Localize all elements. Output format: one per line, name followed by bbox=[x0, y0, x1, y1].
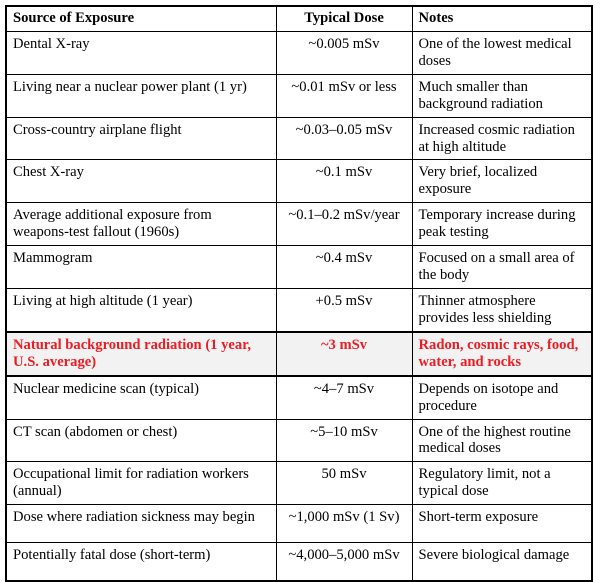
table-row bbox=[6, 31, 592, 74]
cell-source: Nuclear medicine scan (typical) bbox=[6, 376, 276, 419]
table-row bbox=[6, 246, 592, 289]
cell-source: CT scan (abdomen or chest) bbox=[6, 419, 276, 462]
cell-source: Cross-country airplane flight bbox=[6, 117, 276, 160]
table-header bbox=[6, 6, 592, 31]
cell-dose: ~0.1 mSv bbox=[276, 160, 412, 203]
cell-source: Living near a nuclear power plant (1 yr) bbox=[6, 74, 276, 117]
table-row bbox=[6, 160, 592, 203]
table-row bbox=[6, 376, 592, 419]
table-row bbox=[6, 462, 592, 505]
cell-source: Occupational limit for radiation workers (annual) bbox=[6, 462, 276, 505]
cell-dose: ~0.005 mSv bbox=[276, 31, 412, 74]
cell-notes: Temporary increase during peak testing bbox=[412, 203, 592, 246]
column-header-dose: Typical Dose bbox=[276, 6, 412, 31]
cell-dose: ~5–10 mSv bbox=[276, 419, 412, 462]
cell-dose: ~1,000 mSv (1 Sv) bbox=[276, 505, 412, 543]
table-row bbox=[6, 203, 592, 246]
cell-source: Potentially fatal dose (short-term) bbox=[6, 543, 276, 582]
cell-source: Mammogram bbox=[6, 246, 276, 289]
cell-source: Natural background radiation (1 year, U.S. average) bbox=[6, 332, 276, 376]
cell-notes: Thinner atmosphere provides less shielding bbox=[412, 288, 592, 331]
table-row bbox=[6, 288, 592, 331]
cell-source: Chest X-ray bbox=[6, 160, 276, 203]
cell-notes: Radon, cosmic rays, food, water, and rocks bbox=[412, 332, 592, 376]
table-body bbox=[6, 31, 592, 581]
table-row bbox=[6, 419, 592, 462]
cell-notes: Focused on a small area of the body bbox=[412, 246, 592, 289]
cell-source: Average additional exposure from weapons-test fallout (1960s) bbox=[6, 203, 276, 246]
cell-source: Living at high altitude (1 year) bbox=[6, 288, 276, 331]
cell-notes: One of the highest routine medical doses bbox=[412, 419, 592, 462]
cell-notes: Short-term exposure bbox=[412, 505, 592, 543]
cell-notes: Depends on isotope and procedure bbox=[412, 376, 592, 419]
cell-source: Dose where radiation sickness may begin bbox=[6, 505, 276, 543]
radiation-exposure-table-container bbox=[5, 5, 593, 582]
column-header-source: Source of Exposure bbox=[6, 6, 276, 31]
cell-dose: 50 mSv bbox=[276, 462, 412, 505]
cell-dose: ~0.01 mSv or less bbox=[276, 74, 412, 117]
cell-notes: One of the lowest medical doses bbox=[412, 31, 592, 74]
column-header-notes: Notes bbox=[412, 6, 592, 31]
cell-notes: Very brief, localized exposure bbox=[412, 160, 592, 203]
cell-notes: Severe biological damage bbox=[412, 543, 592, 582]
cell-dose: ~0.4 mSv bbox=[276, 246, 412, 289]
cell-dose: +0.5 mSv bbox=[276, 288, 412, 331]
table-row bbox=[6, 74, 592, 117]
table-row bbox=[6, 505, 592, 543]
table-row bbox=[6, 543, 592, 582]
cell-notes: Increased cosmic radiation at high altitude bbox=[412, 117, 592, 160]
cell-dose: ~4,000–5,000 mSv bbox=[276, 543, 412, 582]
table-row bbox=[6, 117, 592, 160]
radiation-exposure-table bbox=[5, 5, 593, 582]
cell-source: Dental X-ray bbox=[6, 31, 276, 74]
table-row bbox=[6, 332, 592, 376]
cell-notes: Much smaller than background radiation bbox=[412, 74, 592, 117]
table-header-row bbox=[6, 6, 592, 31]
cell-dose: ~0.1–0.2 mSv/year bbox=[276, 203, 412, 246]
cell-dose: ~0.03–0.05 mSv bbox=[276, 117, 412, 160]
cell-dose: ~3 mSv bbox=[276, 332, 412, 376]
cell-dose: ~4–7 mSv bbox=[276, 376, 412, 419]
cell-notes: Regulatory limit, not a typical dose bbox=[412, 462, 592, 505]
